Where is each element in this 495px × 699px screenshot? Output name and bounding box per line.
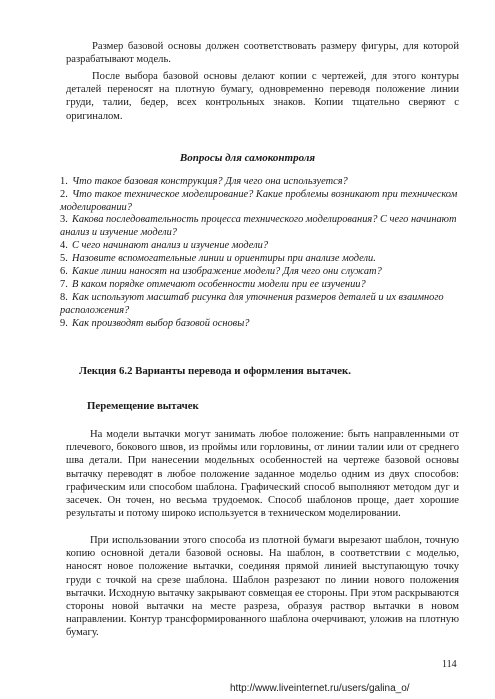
- lecture-title: Лекция 6.2 Варианты перевода и оформления вытачек.: [79, 365, 351, 377]
- question-item: 2. Что такое техническое моделирование? Какие проблемы возникают при техническом моделировании?: [60, 189, 458, 213]
- question-item: 6. Какие линии наносят на изображение модели? Для чего они служат?: [60, 266, 382, 277]
- section-title: Перемещение вытачек: [87, 400, 199, 412]
- question-item: 5. Назовите вспомогательные линии и ориентиры при анализе модели.: [60, 253, 376, 264]
- question-item: 8. Как используют масштаб рисунка для уточнения размеров деталей и их взаимного расположения?: [60, 292, 444, 316]
- question-item: 3. Какова последовательность процесса технического моделирования? С чего начинают анализ и изучение модели?: [60, 214, 457, 238]
- question-item: 7. В каком порядке отмечают особенности модели при ее изучении?: [60, 279, 366, 290]
- question-item: 9. Как производят выбор базовой основы?: [60, 318, 250, 329]
- body-paragraph-1: На модели вытачки могут занимать любое положение: быть направленными от плечевого, бокового швов, из проймы или горловины, от линии талии или от среднего шва детали. При нанесении модельных особенностей на чертеже базовой основы вытачку переводят в любое положение заданное модельо одним из двух способов: графическим или способом шаблона. Графический способ выполняют методом дуг и засечек. Он точен, но весьма трудоемок. Способ шаблонов проще, дает хорошие результаты и потому широко используется в техническом моделировании.: [66, 429, 459, 520]
- question-item: 4. С чего начинают анализ и изучение модели?: [60, 240, 269, 251]
- question-item: 1. Что такое базовая конструкция? Для чего она используется?: [60, 176, 348, 187]
- page-number: 114: [442, 659, 457, 670]
- intro-paragraph-2: После выбора базовой основы делают копии с чертежей, для этого контуры деталей переносят на плотную бумагу, одновременно переводя положение линии груди, талии, бедер, всех контрольных знаков. Копии тщательно сверяют с оригиналом.: [66, 71, 459, 122]
- intro-paragraph-1: Размер базовой основы должен соответствовать размеру фигуры, для которой разрабатывают модель.: [66, 41, 459, 66]
- footer-url: http://www.liveinternet.ru/users/galina_o/: [230, 683, 410, 694]
- body-paragraph-2: При использовании этого способа из плотной бумаги вырезают шаблон, точную копию основной детали базовой основы. На шаблон, в соответствии с моделью, наносят новое положение вытачки, соединяя прямой линией выступающую точку груди с точкой на срезе шаблона. Шаблон разрезают по линии нового положения вытачки. Исходную вытачку закрывают совмещая ее стороны. При этом раскрываются стороны новой вытачки на месте разреза, образуя раствор вытачки в новом направлении. Контур трансформированного шаблона очерчивают, уложив на плотную бумагу.: [66, 535, 459, 639]
- questions-heading: Вопросы для самоконтроля: [179, 152, 316, 164]
